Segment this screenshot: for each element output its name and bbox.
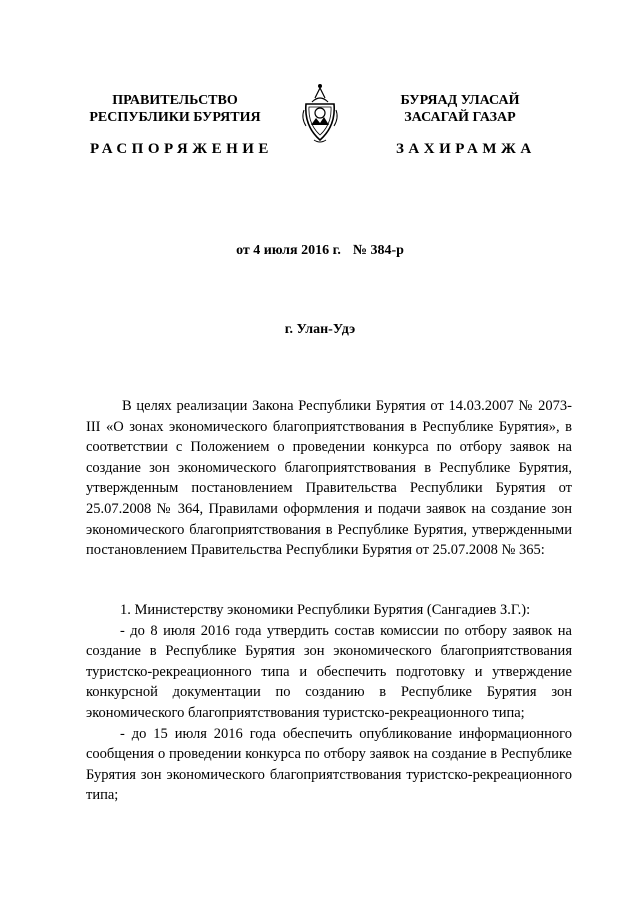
document-type-bur: ЗАХИРАМЖА xyxy=(396,141,536,157)
item-1-b: - до 15 июля 2016 года обеспечить опубликование информационного сообщения о проведении конкурса по отбору заявок на создание в Республике Бурятия зон экономического благоприятствования туристско-рекреационного типа; xyxy=(86,725,572,804)
preamble-paragraph: В целях реализации Закона Республики Бурятия от 14.03.2007 № 2073-III «О зонах экономического благоприятствования в Республике Бурятия», в соответствии с Положением о проведении конкурса по отбору заявок на создание зон экономического благоприятствования в Республике Бурятия, утвержденным постановлением Правительства Республики Бурятия от 25.07.2008 № 364, Правилами оформления и подачи заявок на создание зон экономического благоприятствования в Республике Бурятия, утвержденными постановлением Правительства Республики Бурятия от 25.07.2008 № 365: xyxy=(86,398,572,559)
issuer-bur-line1: БУРЯАД УЛАСАЙ xyxy=(400,93,520,108)
document-date: от 4 июля 2016 г. xyxy=(236,243,341,258)
document-number: № 384-р xyxy=(352,243,404,258)
document-type-ru: РАСПОРЯЖЕНИЕ xyxy=(90,141,273,157)
issuer-bur-line2: ЗАСАГАЙ ГАЗАР xyxy=(404,110,516,125)
date-number-line xyxy=(0,243,640,259)
item-1-a: - до 8 июля 2016 года утвердить состав комиссии по отбору заявок на создание в Республике Бурятия зон экономического благоприятствования туристско-рекреационного типа и обеспечить подготовку и утверждение конкурсной документации по созданию в Республике Бурятия зон экономического благоприятствования туристско-рекреационного типа; xyxy=(86,622,572,721)
body-section xyxy=(86,600,572,806)
issuer-bur xyxy=(365,92,555,126)
coat-of-arms-icon xyxy=(300,80,340,146)
issuer-ru-line1: ПРАВИТЕЛЬСТВО xyxy=(112,93,238,108)
issuer-ru xyxy=(80,92,270,126)
item-1: 1. Министерству экономики Республики Бурятия (Сангадиев З.Г.): xyxy=(120,602,531,618)
issuer-ru-line2: РЕСПУБЛИКИ БУРЯТИЯ xyxy=(89,110,261,125)
city: г. Улан-Удэ xyxy=(284,322,356,337)
